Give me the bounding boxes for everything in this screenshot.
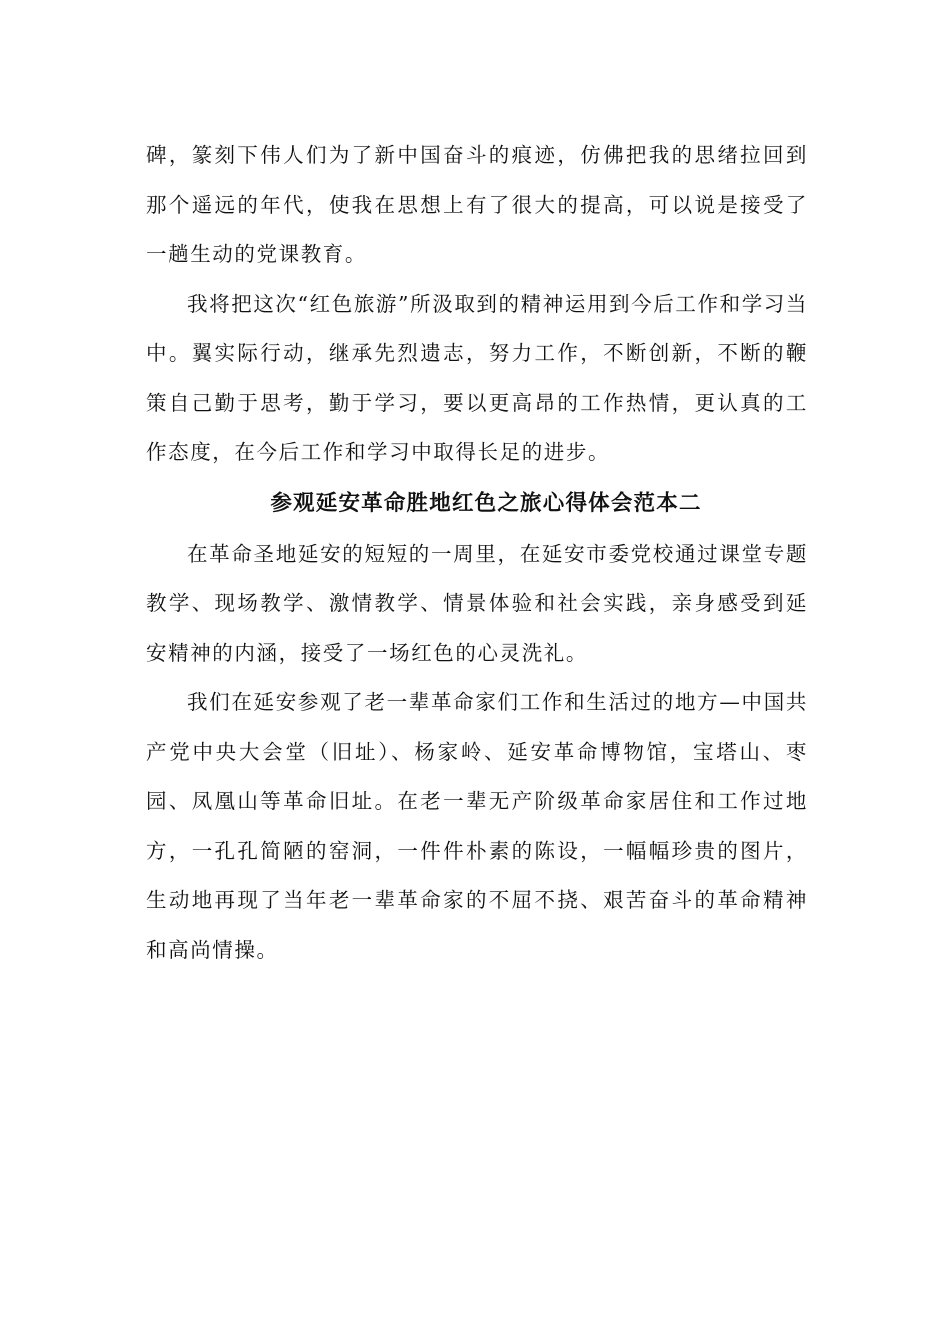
paragraph: 我们在延安参观了老一辈革命家们工作和生活过的地方—中国共产党中央大会堂（旧址）、杨家岭、延安革命博物馆，宝塔山、枣园、凤凰山等革命旧址。在老一辈无产阶级革命家居住和工作过地方，一孔孔简陋的窑洞，一件件朴素的陈设，一幅幅珍贵的图片，生动地再现了当年老一辈革命家的不屈不挠、艰苦奋斗的革命精神和高尚情操。	[146, 690, 808, 962]
paragraph-continued: 碑，篆刻下伟人们为了新中国奋斗的痕迹，仿佛把我的思绪拉回到那个遥远的年代，使我在思想上有了很大的提高，可以说是接受了一趟生动的党课教育。	[146, 143, 808, 266]
document-body	[146, 131, 808, 975]
section-heading: 参观延安革命胜地红色之旅心得体会范本二	[270, 490, 702, 516]
paragraph: 我将把这次“红色旅游”所汲取到的精神运用到今后工作和学习当中。翼实际行动，继承先烈遗志，努力工作，不断创新，不断的鞭策自己勤于思考，勤于学习，要以更高昂的工作热情，更认真的工作态度，在今后工作和学习中取得长足的进步。	[146, 291, 808, 464]
paragraph: 在革命圣地延安的短短的一周里，在延安市委党校通过课堂专题教学、现场教学、激情教学、情景体验和社会实践，亲身感受到延安精神的内涵，接受了一场红色的心灵洗礼。	[146, 541, 808, 665]
